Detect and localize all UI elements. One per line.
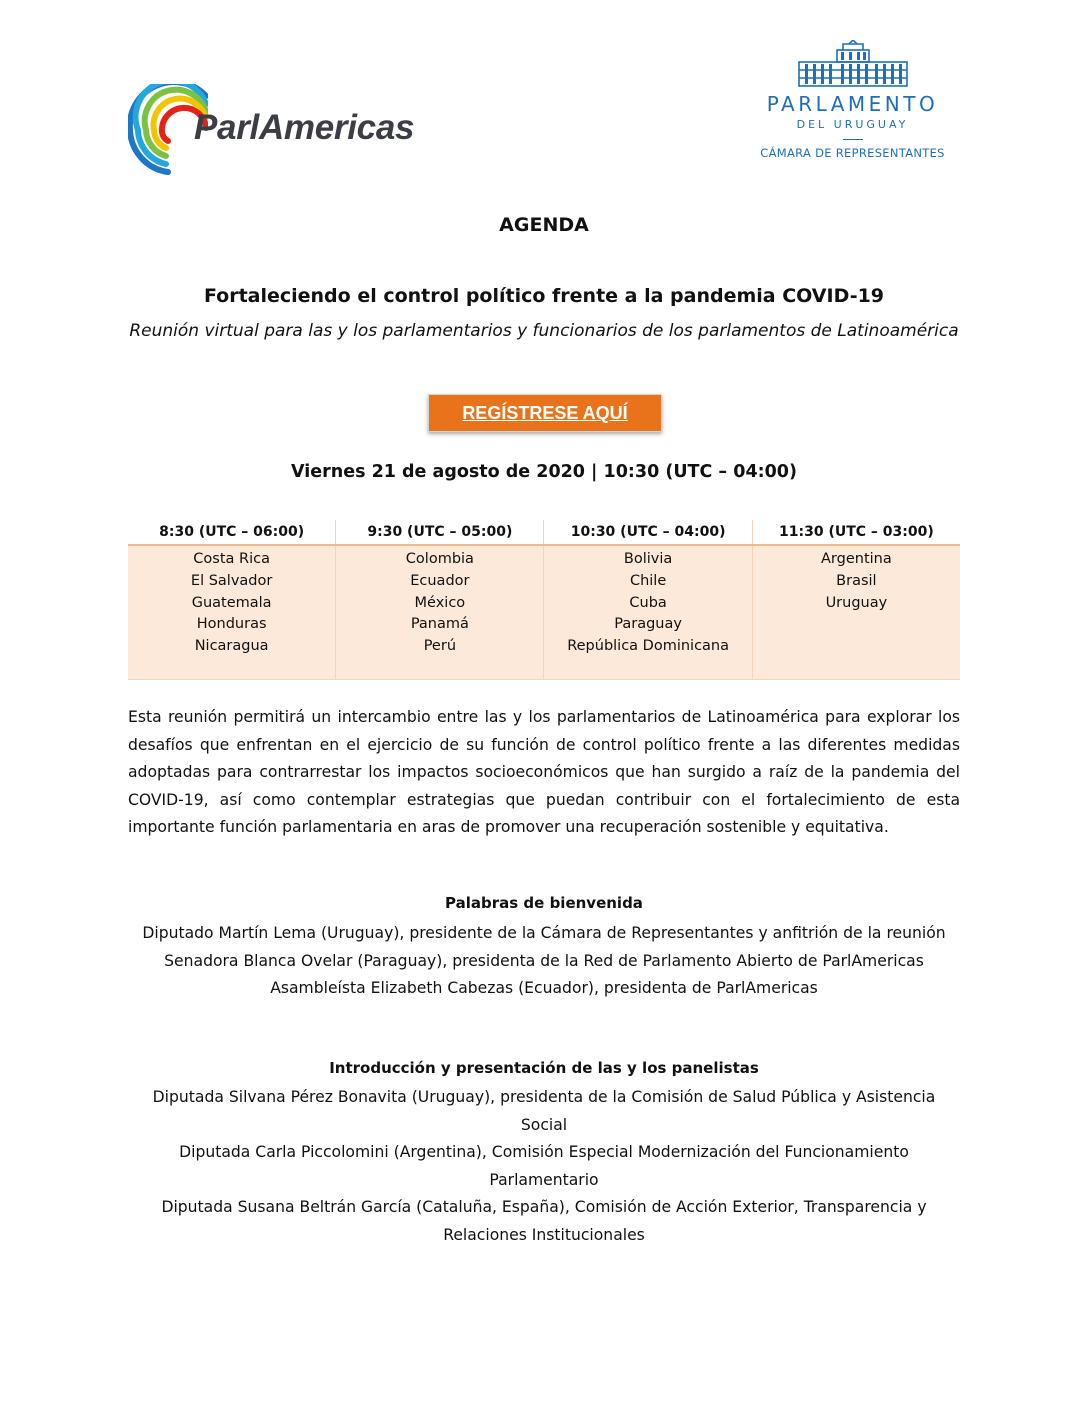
panelist-line: Social bbox=[520, 1115, 568, 1134]
uruguay-logo-sub: DEL URUGUAY bbox=[796, 118, 909, 131]
panelists-list bbox=[128, 1084, 960, 1249]
event-date: Viernes 21 de agosto de 2020 | 10:30 (UTC – 04:00) bbox=[291, 462, 797, 482]
timezone-header: 9:30 (UTC – 05:00) bbox=[336, 520, 544, 545]
country-name: Paraguay bbox=[614, 616, 682, 633]
uruguay-logo-divider bbox=[843, 139, 863, 140]
welcome-heading: Palabras de bienvenida bbox=[445, 894, 643, 912]
subtitle-text: Reunión virtual para las y los parlamentarios y funcionarios de los parlamentos de Latinoamérica bbox=[129, 321, 959, 341]
country-name: Nicaragua bbox=[194, 638, 269, 655]
legislative-palace-icon bbox=[797, 40, 909, 88]
panelist-line: Relaciones Institucionales bbox=[443, 1225, 645, 1244]
uruguay-logo-main: PARLAMENTO bbox=[766, 92, 939, 116]
country-name: Uruguay bbox=[825, 594, 888, 611]
parlamericas-wordmark: ParlAmericas bbox=[194, 108, 415, 147]
panelist-line: Diputada Silvana Pérez Bonavita (Uruguay), presidenta de la Comisión de Salud Pública y Asistencia bbox=[152, 1088, 936, 1106]
welcome-speaker: Senadora Blanca Ovelar (Paraguay), presidenta de la Red de Parlamento Abierto de ParlAmericas bbox=[164, 951, 924, 970]
country-name: Cuba bbox=[629, 594, 667, 611]
document-title: Fortaleciendo el control político frente a la pandemia COVID-19 bbox=[203, 285, 885, 307]
timezone-countries-row bbox=[128, 545, 960, 680]
timezone-header: 11:30 (UTC – 03:00) bbox=[752, 520, 960, 545]
agenda-heading: AGENDA bbox=[499, 214, 589, 236]
uruguay-logo-chamber: CÁMARA DE REPRESENTANTES bbox=[760, 146, 945, 160]
timezone-country-cell bbox=[752, 545, 960, 680]
timezone-country-cell bbox=[544, 545, 752, 680]
country-name: Chile bbox=[629, 572, 667, 589]
intro-paragraph: Esta reunión permitirá un intercambio entre las y los parlamentarios de Latinoamérica para explorar los desafíos que enfrentan en el ejercicio de su función de control político frente a las diferentes medidas adoptadas para contrarrestar los impactos socioeconómicos que han surgido a raíz de la pandemia del COVID-19, así como contemplar estrategias que puedan contribuir con el fortalecimiento de esta importante función parlamentaria en aras de promover una recuperación sostenible y equitativa. bbox=[128, 708, 960, 837]
panelist-line: Diputada Carla Piccolomini (Argentina), Comisión Especial Modernización del Funcionamiento bbox=[179, 1143, 909, 1161]
country-name: República Dominicana bbox=[567, 638, 730, 655]
timezone-country-cell bbox=[128, 545, 336, 680]
country-name: Argentina bbox=[821, 551, 892, 567]
country-name: Bolivia bbox=[623, 551, 673, 567]
document-subtitle bbox=[128, 316, 960, 347]
panelists-heading: Introducción y presentación de las y los panelistas bbox=[329, 1059, 759, 1077]
panelist-line: Parlamentario bbox=[489, 1170, 599, 1189]
register-button-wrapper bbox=[428, 394, 662, 432]
register-button[interactable]: REGÍSTRESE AQUÍ bbox=[428, 394, 662, 432]
timezone-table bbox=[128, 520, 960, 680]
country-name: Panamá bbox=[410, 616, 469, 633]
timezone-country-cell bbox=[336, 545, 544, 680]
country-name: México bbox=[414, 594, 466, 611]
country-name: Perú bbox=[423, 638, 457, 655]
timezone-header: 8:30 (UTC – 06:00) bbox=[128, 520, 336, 545]
parlamericas-logo bbox=[128, 84, 448, 176]
parlamento-uruguay-logo bbox=[745, 40, 960, 175]
country-name: Colombia bbox=[405, 551, 474, 567]
timezone-header-row bbox=[128, 520, 960, 545]
welcome-speaker: Diputado Martín Lema (Uruguay), presidente de la Cámara de Representantes y anfitrión de la reunión bbox=[142, 924, 946, 942]
country-name: Honduras bbox=[196, 616, 267, 633]
country-name: Brasil bbox=[836, 572, 877, 589]
welcome-speakers bbox=[128, 920, 960, 1003]
panelist-line: Diputada Susana Beltrán García (Cataluña, España), Comisión de Acción Exterior, Transparencia y bbox=[161, 1198, 927, 1216]
welcome-speaker: Asambleísta Elizabeth Cabezas (Ecuador), presidenta de ParlAmericas bbox=[270, 979, 818, 998]
country-name: Costa Rica bbox=[193, 551, 270, 567]
timezone-header: 10:30 (UTC – 04:00) bbox=[544, 520, 752, 545]
country-name: Ecuador bbox=[410, 572, 470, 589]
country-name: El Salvador bbox=[190, 572, 273, 589]
country-name: Guatemala bbox=[191, 594, 272, 611]
